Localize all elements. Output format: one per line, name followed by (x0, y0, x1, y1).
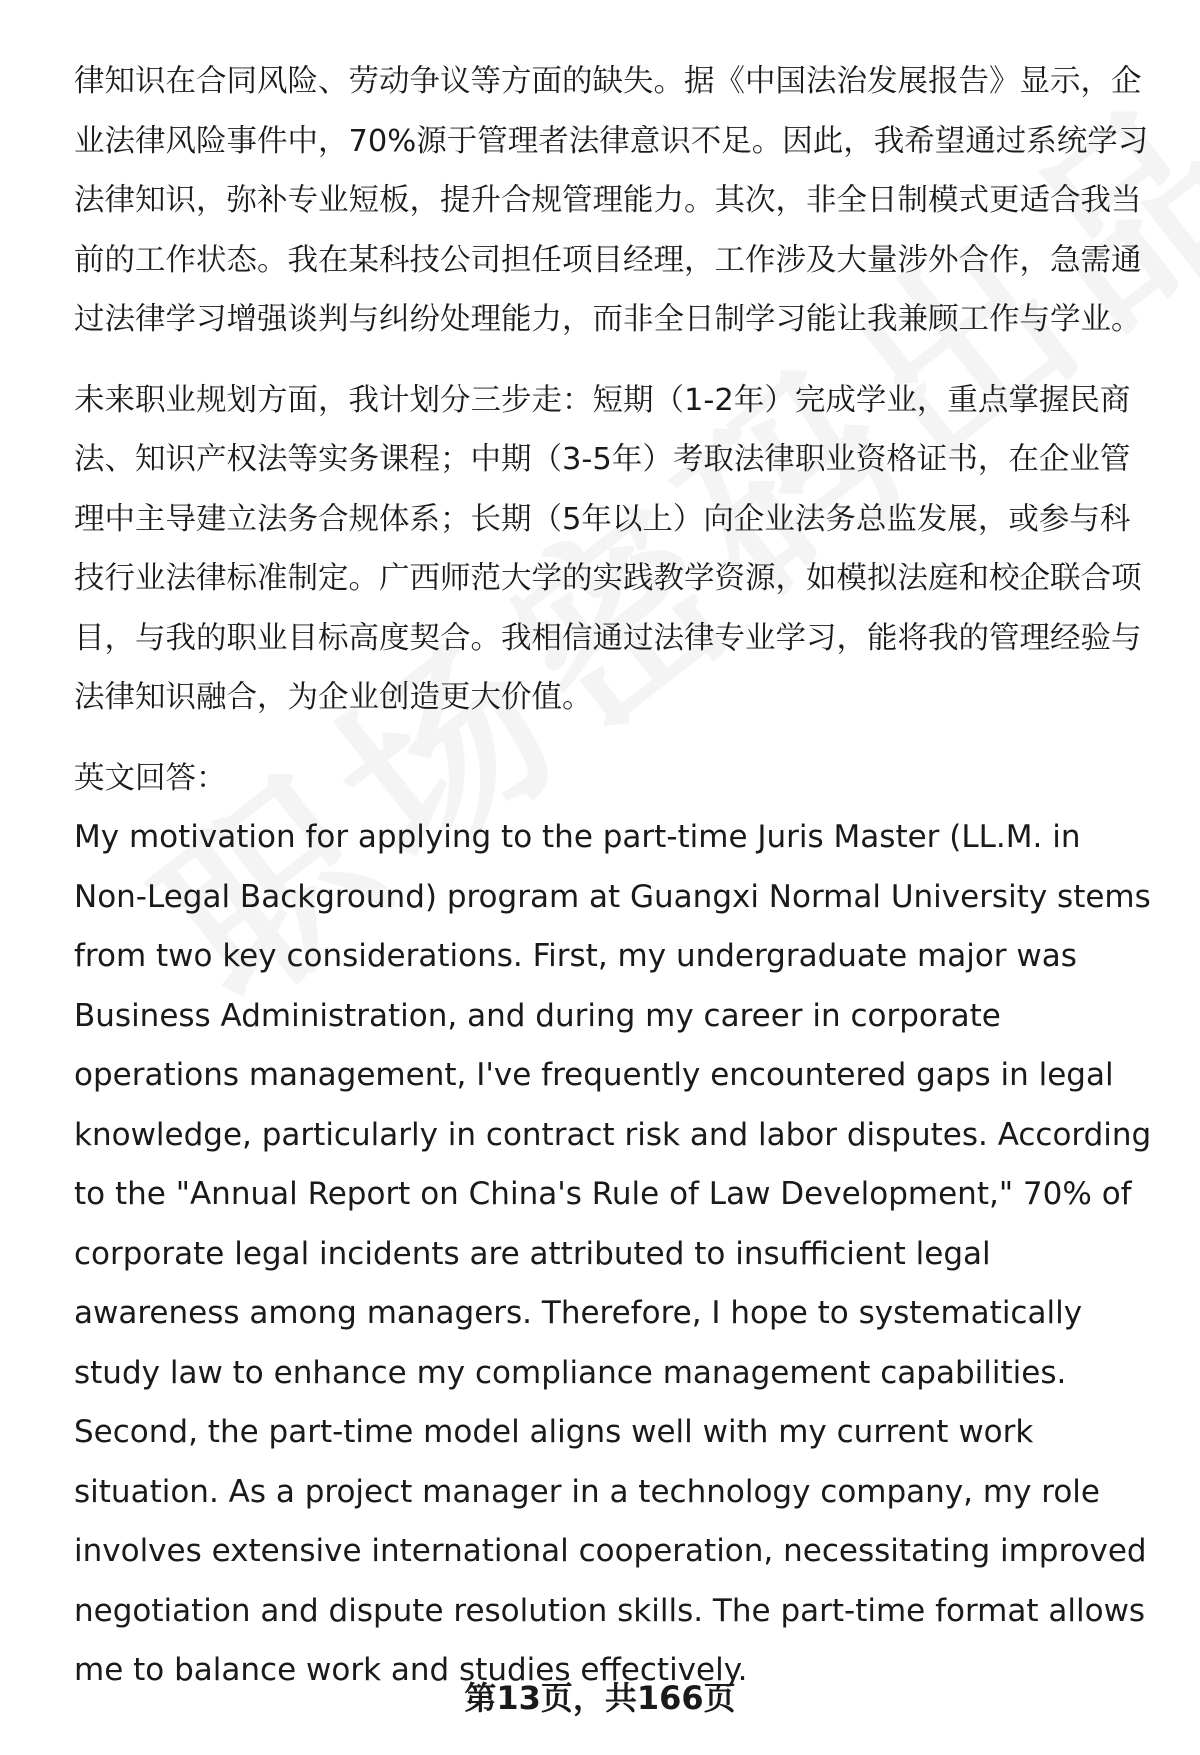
english-answer-label: 英文回答： (74, 760, 227, 796)
paragraph-english-answer: My motivation for applying to the part-time Juris Master (LL.M. in Non-Legal Background) program at Guangxi Normal University stems from two key considerations. First, my undergraduate major was Business Administration, and during my career in corporate operations management, I've frequently encountered gaps in legal knowledge, particularly in contract risk and labor disputes. According to the "Annual Report on China's Rule of Law Development," 70% of corporate legal incidents are attributed to insufficient legal awareness among managers. Therefore, I hope to systematically study law to enhance my compliance management capabilities. Second, the part-time model aligns well with my current work situation. As a project manager in a technology company, my role involves extensive international cooperation, necessitating improved negotiation and dispute resolution skills. The part-time format allows me to balance work and studies effectively. (74, 819, 1152, 1688)
document-body (74, 52, 1154, 1701)
paragraph-motivation-chinese: 律知识在合同风险、劳动争议等方面的缺失。据《中国法治发展报告》显示，企业法律风险事件中，70%源于管理者法律意识不足。因此，我希望通过系统学习法律知识，弥补专业短板，提升合规管理能力。其次，非全日制模式更适合我当前的工作状态。我在某科技公司担任项目经理，工作涉及大量涉外合作，急需通过法律学习增强谈判与纠纷处理能力，而非全日制学习能让我兼顾工作与学业。 (74, 64, 1149, 337)
paragraph-career-plan-chinese: 未来职业规划方面，我计划分三步走：短期（1-2年）完成学业，重点掌握民商法、知识产权法等实务课程；中期（3-5年）考取法律职业资格证书，在企业管理中主导建立法务合规体系；长期（5年以上）向企业法务总监发展，或参与科技行业法律标准制定。广西师范大学的实践教学资源，如模拟法庭和校企联合项目，与我的职业目标高度契合。我相信通过法律专业学习，能将我的管理经验与法律知识融合，为企业创造更大价值。 (74, 382, 1142, 715)
page-number-footer: 第13页，共166页 (464, 1679, 736, 1717)
